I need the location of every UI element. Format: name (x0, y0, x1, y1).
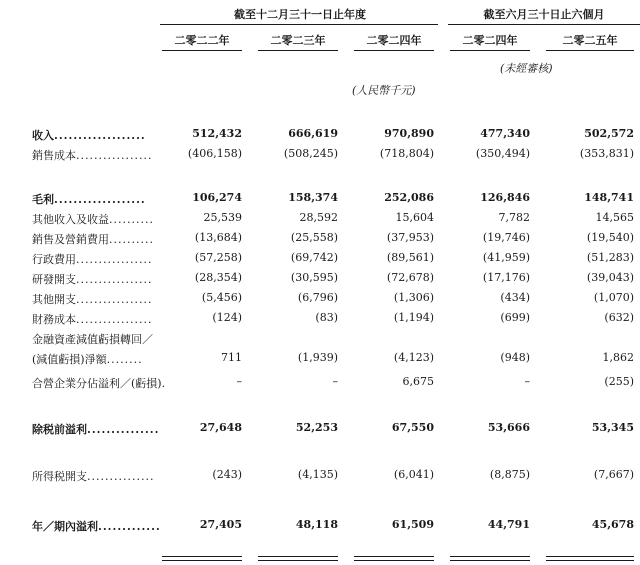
row-value-col-1: (243) (212, 468, 242, 481)
row-value-col-3: (37,953) (386, 231, 434, 244)
table-row (0, 311, 640, 331)
row-value-col-4: – (524, 375, 530, 388)
row-value-col-2: (25,558) (290, 231, 338, 244)
total-underline-5 (546, 556, 634, 561)
table-row (0, 251, 640, 271)
row-leader-dots: ................. (76, 149, 153, 162)
row-value-col-2: (83) (315, 311, 338, 324)
row-value-col-3: 252,086 (384, 191, 434, 204)
row-label (32, 231, 154, 247)
row-label (32, 127, 146, 143)
row-value-col-3: 6,675 (402, 375, 434, 388)
row-value-col-3: 15,604 (395, 211, 434, 224)
row-value-col-1: 27,405 (199, 518, 242, 531)
row-label-text: 財務成本 (32, 313, 76, 326)
table-row (0, 127, 640, 147)
row-value-col-4: (434) (500, 291, 530, 304)
row-value-col-2: 666,619 (288, 127, 338, 140)
row-leader-dots: ........ (106, 353, 143, 366)
table-row (0, 191, 640, 211)
row-value-col-1: (13,684) (194, 231, 242, 244)
row-value-col-4: 53,666 (487, 421, 530, 434)
header-interim-period: 截至六月三十日止六個月 (483, 8, 605, 21)
year-rule-5 (546, 50, 634, 51)
row-label (32, 211, 154, 227)
row-label-text: (減值虧損)淨額 (32, 353, 107, 366)
row-value-col-5: (1,070) (593, 291, 634, 304)
row-value-col-2: (1,939) (297, 351, 338, 364)
row-leader-dots: ............... (87, 423, 160, 436)
row-value-col-1: – (236, 375, 242, 388)
row-label (32, 375, 166, 391)
row-label-text: 金融資產減值虧損轉回／ (32, 333, 153, 346)
row-leader-dots: .......... (109, 213, 154, 226)
row-label (32, 291, 152, 307)
year-rule-3 (354, 50, 434, 51)
table-row (0, 468, 640, 488)
row-label (32, 311, 152, 327)
row-value-col-4: (948) (500, 351, 530, 364)
row-value-col-4: 477,340 (480, 127, 530, 140)
row-leader-dots: ............. (98, 520, 161, 533)
table-row (0, 421, 640, 441)
row-value-col-4: 7,782 (498, 211, 530, 224)
row-label-text: 年／期內溢利 (32, 520, 98, 533)
year-header-1: 二零二二年 (174, 34, 230, 47)
row-value-col-3: (6,041) (393, 468, 434, 481)
row-value-col-5: (353,831) (579, 147, 634, 160)
row-value-col-2: 52,253 (295, 421, 338, 434)
row-value-col-5: 1,862 (602, 351, 634, 364)
row-leader-dots: .......... (109, 233, 154, 246)
row-leader-dots: ................... (54, 193, 146, 206)
row-value-col-2: – (332, 375, 338, 388)
row-label-text: 行政費用 (32, 253, 76, 266)
row-leader-dots: ................... (54, 129, 146, 142)
row-value-col-5: 45,678 (591, 518, 634, 531)
total-underline-1 (162, 556, 242, 561)
row-value-col-3: (718,804) (379, 147, 434, 160)
header-annual-rule (160, 24, 438, 25)
row-value-col-5: 53,345 (591, 421, 634, 434)
row-label (32, 191, 146, 207)
row-label-text: 其他開支 (32, 293, 76, 306)
row-value-col-5: (51,283) (586, 251, 634, 264)
header-interim-rule (448, 24, 640, 25)
row-value-col-1: (5,456) (201, 291, 242, 304)
row-value-col-1: (57,258) (194, 251, 242, 264)
row-label (32, 468, 154, 484)
row-label-text: 收入 (32, 129, 54, 142)
row-leader-dots: ................. (76, 273, 153, 286)
year-header-2: 二零二三年 (270, 34, 326, 47)
table-row (0, 291, 640, 311)
row-value-col-5: (632) (604, 311, 634, 324)
row-value-col-2: (30,595) (290, 271, 338, 284)
row-label (32, 518, 161, 534)
header-annual-period: 截至十二月三十一日止年度 (234, 8, 366, 21)
row-label-text: 銷售成本 (32, 149, 76, 162)
row-value-col-3: 67,550 (391, 421, 434, 434)
row-label-text: 毛利 (32, 193, 54, 206)
table-row (0, 331, 640, 351)
row-value-col-1: 25,539 (203, 211, 242, 224)
table-row (0, 147, 640, 167)
total-underline-3 (354, 556, 434, 561)
row-value-col-5: 502,572 (584, 127, 634, 140)
row-value-col-1: 512,432 (192, 127, 242, 140)
row-leader-dots: ................. (76, 313, 153, 326)
row-value-col-2: (69,742) (290, 251, 338, 264)
row-value-col-1: (28,354) (194, 271, 242, 284)
table-row (0, 518, 640, 538)
row-label-text: 除税前溢利 (32, 423, 87, 436)
row-label-text: 其他收入及收益 (32, 213, 109, 226)
row-value-col-3: (1,306) (393, 291, 434, 304)
row-value-col-4: (350,494) (475, 147, 530, 160)
year-header-4: 二零二四年 (462, 34, 518, 47)
total-underline-4 (450, 556, 530, 561)
table-row (0, 211, 640, 231)
row-value-col-1: 106,274 (192, 191, 242, 204)
unaudited-note: (未經審核) (500, 62, 553, 75)
row-label (32, 251, 152, 267)
row-leader-dots: . (161, 377, 167, 390)
year-rule-4 (450, 50, 530, 51)
row-value-col-1: (406,158) (187, 147, 242, 160)
row-value-col-4: (41,959) (482, 251, 530, 264)
row-value-col-4: 126,846 (480, 191, 530, 204)
year-header-3: 二零二四年 (366, 34, 422, 47)
table-row (0, 271, 640, 291)
row-label-text: 所得税開支 (32, 470, 87, 483)
row-label-text: 合營企業分佔溢利／(虧損) (32, 377, 162, 390)
year-rule-2 (258, 50, 338, 51)
row-value-col-4: 44,791 (487, 518, 530, 531)
table-row (0, 351, 640, 371)
row-label (32, 331, 153, 347)
table-row (0, 375, 640, 395)
row-value-col-3: (1,194) (393, 311, 434, 324)
row-value-col-2: 158,374 (288, 191, 338, 204)
row-value-col-5: (7,667) (593, 468, 634, 481)
row-value-col-1: 27,648 (199, 421, 242, 434)
row-value-col-3: 970,890 (384, 127, 434, 140)
year-header-5: 二零二五年 (562, 34, 618, 47)
row-value-col-1: (124) (212, 311, 242, 324)
row-label-text: 銷售及營銷費用 (32, 233, 109, 246)
row-value-col-5: (255) (604, 375, 634, 388)
row-value-col-5: (39,043) (586, 271, 634, 284)
table-row (0, 231, 640, 251)
total-underline-2 (258, 556, 338, 561)
row-value-col-4: (17,176) (482, 271, 530, 284)
row-value-col-4: (19,746) (482, 231, 530, 244)
row-value-col-2: (4,135) (297, 468, 338, 481)
row-value-col-3: (72,678) (386, 271, 434, 284)
row-value-col-2: 48,118 (295, 518, 338, 531)
row-value-col-2: (508,245) (283, 147, 338, 160)
row-value-col-5: 148,741 (584, 191, 634, 204)
row-label (32, 351, 143, 367)
row-value-col-4: (8,875) (489, 468, 530, 481)
row-value-col-2: (6,796) (297, 291, 338, 304)
row-value-col-5: (19,540) (586, 231, 634, 244)
row-value-col-3: (4,123) (393, 351, 434, 364)
year-rule-1 (162, 50, 242, 51)
currency-note: (人民幣千元) (352, 84, 416, 97)
row-label (32, 421, 159, 437)
row-label-text: 研發開支 (32, 273, 76, 286)
row-value-col-5: 14,565 (595, 211, 634, 224)
row-label (32, 147, 152, 163)
row-value-col-1: 711 (221, 351, 242, 364)
row-leader-dots: ............... (87, 470, 155, 483)
row-leader-dots: ................. (76, 293, 153, 306)
row-value-col-4: (699) (500, 311, 530, 324)
row-label (32, 271, 152, 287)
row-value-col-3: (89,561) (386, 251, 434, 264)
row-leader-dots: ................. (76, 253, 153, 266)
row-value-col-2: 28,592 (299, 211, 338, 224)
row-value-col-3: 61,509 (391, 518, 434, 531)
